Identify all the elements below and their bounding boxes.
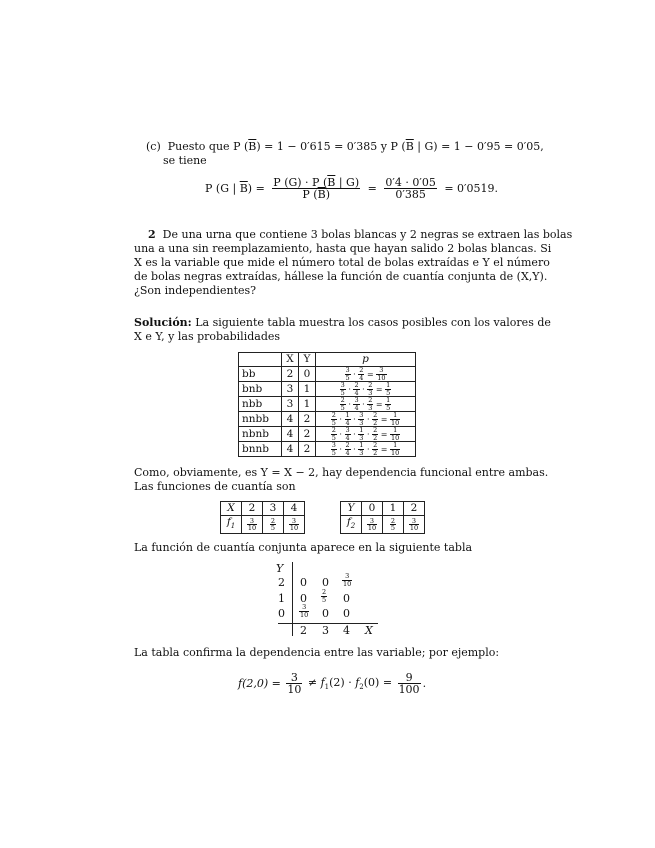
marginal-x-prob: $\frac{3}{10}$ <box>242 516 263 534</box>
marginal-y-value: 2 <box>404 502 425 516</box>
marginal-x-label: X <box>221 502 242 516</box>
probability-factor: $\frac{2}{4}$ <box>345 441 350 457</box>
marginal-x-prob: $\frac{2}{5}$ <box>263 516 284 534</box>
joint-cell: $\frac{2}{5}$ <box>322 588 327 604</box>
dependence-line2: Las funciones de cuantía son <box>134 480 296 493</box>
case-probability: $\frac{3}{5}$ · $\frac{2}{4}$ · $\frac{1}{3}$ · $\frac{2}{2}$ = $\frac{1}{10}$ <box>316 442 416 457</box>
probability-factor: $\frac{3}{5}$ <box>340 381 345 397</box>
probability-factor: $\frac{2}{4}$ <box>359 366 364 382</box>
cases-row <box>239 442 416 457</box>
joint-cell: $\frac{3}{10}$ <box>343 572 352 588</box>
problem2-line2: una a una sin reemplazamiento, hasta que hayan salido 2 bolas blancas. Si <box>134 242 552 255</box>
case-probability: $\frac{2}{5}$ · $\frac{3}{4}$ · $\frac{2}{3}$ = $\frac{1}{5}$ <box>316 397 416 412</box>
probability-factor: $\frac{2}{5}$ <box>331 411 336 427</box>
marginal-y-prob: $\frac{3}{10}$ <box>362 516 383 534</box>
case-x: 3 <box>282 382 299 397</box>
marginal-x-value: 3 <box>263 502 284 516</box>
probability-factor: $\frac{1}{3}$ <box>359 441 364 457</box>
probability-factor: $\frac{3}{3}$ <box>359 411 364 427</box>
cases-header-x: X <box>282 353 299 367</box>
probability-result: $\frac{1}{5}$ <box>386 381 391 397</box>
conclusion: La tabla confirma la dependencia entre las variable; por ejemplo: <box>134 646 500 659</box>
marginal-y-value: 0 <box>362 502 383 516</box>
probability-factor: $\frac{3}{4}$ <box>354 396 359 412</box>
marginal-x-prob: $\frac{3}{10}$ <box>284 516 305 534</box>
case-probability: $\frac{2}{5}$ · $\frac{3}{4}$ · $\frac{1}{3}$ · $\frac{2}{2}$ = $\frac{1}{10}$ <box>316 427 416 442</box>
probability-result: $\frac{1}{5}$ <box>386 396 391 412</box>
probability-result: $\frac{1}{10}$ <box>391 441 400 457</box>
case-x: 2 <box>282 367 299 382</box>
case-y: 2 <box>299 442 316 457</box>
probability-factor: $\frac{2}{4}$ <box>354 381 359 397</box>
probability-factor: $\frac{2}{3}$ <box>368 381 373 397</box>
case-x: 4 <box>282 442 299 457</box>
joint-y-value: 2 <box>278 576 285 589</box>
case-x: 4 <box>282 412 299 427</box>
joint-x-value: 3 <box>322 624 329 637</box>
joint-cell: $\frac{3}{10}$ <box>300 603 309 619</box>
case-probability: $\frac{3}{5}$ · $\frac{2}{4}$ = $\frac{3}{10}$ <box>316 367 416 382</box>
part-c-line2: se tiene <box>163 154 207 167</box>
marginal-x-value: 4 <box>284 502 305 516</box>
case-probability: $\frac{3}{5}$ · $\frac{2}{4}$ · $\frac{2}{3}$ = $\frac{1}{5}$ <box>316 382 416 397</box>
probability-factor: $\frac{1}{3}$ <box>359 426 364 442</box>
case-label: bb <box>239 367 282 382</box>
joint-cell: 0 <box>343 607 350 620</box>
marginal-y-f-label: $f_2$ <box>341 516 362 534</box>
case-probability: $\frac{2}{5}$ · $\frac{1}{4}$ · $\frac{3}{3}$ · $\frac{2}{2}$ = $\frac{1}{10}$ <box>316 412 416 427</box>
case-label: nnbb <box>239 412 282 427</box>
probability-result: $\frac{1}{10}$ <box>391 426 400 442</box>
case-y: 1 <box>299 382 316 397</box>
joint-cell: 0 <box>300 576 307 589</box>
joint-intro: La función de cuantía conjunta aparece en la siguiente tabla <box>134 541 473 554</box>
case-x: 4 <box>282 427 299 442</box>
marginal-x-f-label: $f_1$ <box>221 516 242 534</box>
joint-x-label: X <box>365 624 373 637</box>
probability-factor: $\frac{2}{5}$ <box>331 426 336 442</box>
dependence-line1: Como, obviamente, es Y = X − 2, hay dependencia funcional entre ambas. <box>134 466 549 479</box>
case-y: 2 <box>299 412 316 427</box>
cases-row <box>239 397 416 412</box>
probability-result: $\frac{1}{10}$ <box>391 411 400 427</box>
probability-factor: $\frac{3}{5}$ <box>345 366 350 382</box>
cases-header-blank <box>239 353 282 367</box>
joint-y-label: Y <box>276 562 284 575</box>
probability-factor: $\frac{2}{2}$ <box>373 411 378 427</box>
cases-row <box>239 367 416 382</box>
probability-factor: $\frac{2}{2}$ <box>373 426 378 442</box>
problem2-line5: ¿Son independientes? <box>134 284 257 297</box>
joint-cell: 0 <box>300 592 307 605</box>
joint-cell: 0 <box>322 576 329 589</box>
probability-factor: $\frac{2}{5}$ <box>340 396 345 412</box>
probability-factor: $\frac{2}{2}$ <box>373 441 378 457</box>
marginal-y-prob: $\frac{3}{10}$ <box>404 516 425 534</box>
problem2-line1: 2 De una urna que contiene 3 bolas blancas y 2 negras se extraen las bolas <box>148 228 573 241</box>
probability-factor: $\frac{1}{4}$ <box>345 411 350 427</box>
probability-result: $\frac{3}{10}$ <box>377 366 386 382</box>
marginal-y-table <box>340 501 425 534</box>
part-c-line1: (c) Puesto que P $(\overline{B}) = 1 - 0'615 = 0'385$ y P ($\overline{B}$ | G) = 1 − 0′95 = 0′05, <box>146 140 544 153</box>
final-equation: f(2,0) = $\frac{3}{10}$ ≠ $f_1(2) \cdot f_2(0)$ = $\frac{9}{100}$ . <box>238 671 427 696</box>
cases-row <box>239 427 416 442</box>
case-label: bnnb <box>239 442 282 457</box>
probability-factor: $\frac{3}{5}$ <box>331 441 336 457</box>
problem2-line3: X es la variable que mide el número total de bolas extraídas e Y el número <box>134 256 550 269</box>
probability-factor: $\frac{3}{4}$ <box>345 426 350 442</box>
case-y: 1 <box>299 397 316 412</box>
marginal-y-prob: $\frac{2}{5}$ <box>383 516 404 534</box>
marginal-x-value: 2 <box>242 502 263 516</box>
solution-line2: X e Y, y las probabilidades <box>134 330 281 343</box>
joint-table <box>268 562 388 638</box>
marginal-y-label: Y <box>341 502 362 516</box>
marginal-y-value: 1 <box>383 502 404 516</box>
joint-y-value: 0 <box>278 607 285 620</box>
case-label: nbnb <box>239 427 282 442</box>
cases-header-y: Y <box>299 353 316 367</box>
joint-y-value: 1 <box>278 592 285 605</box>
bayes-equation: P (G | $\overline{B}$) = $\frac{P (G) \cdot P (\overline{B} | G)}{P (\overline{B})}$ = $\frac{0'4 \cdot 0'05}{0'385}$ = 0′0519. <box>205 176 499 201</box>
cases-header-p: p <box>316 353 416 367</box>
cases-header-row <box>239 353 416 367</box>
joint-x-value: 2 <box>300 624 307 637</box>
cases-row <box>239 412 416 427</box>
case-y: 0 <box>299 367 316 382</box>
joint-x-value: 4 <box>343 624 350 637</box>
joint-cell: 0 <box>343 592 350 605</box>
joint-cell: 0 <box>322 607 329 620</box>
probability-factor: $\frac{2}{3}$ <box>368 396 373 412</box>
case-label: bnb <box>239 382 282 397</box>
cases-table <box>238 352 416 457</box>
case-x: 3 <box>282 397 299 412</box>
problem2-line4: de bolas negras extraídas, hállese la función de cuantía conjunta de (X,Y). <box>134 270 548 283</box>
marginal-x-table <box>220 501 305 534</box>
cases-row <box>239 382 416 397</box>
joint-vertical-rule <box>292 562 293 636</box>
solution-line1: Solución: La siguiente tabla muestra los casos posibles con los valores de <box>134 316 551 329</box>
case-label: nbb <box>239 397 282 412</box>
case-y: 2 <box>299 427 316 442</box>
